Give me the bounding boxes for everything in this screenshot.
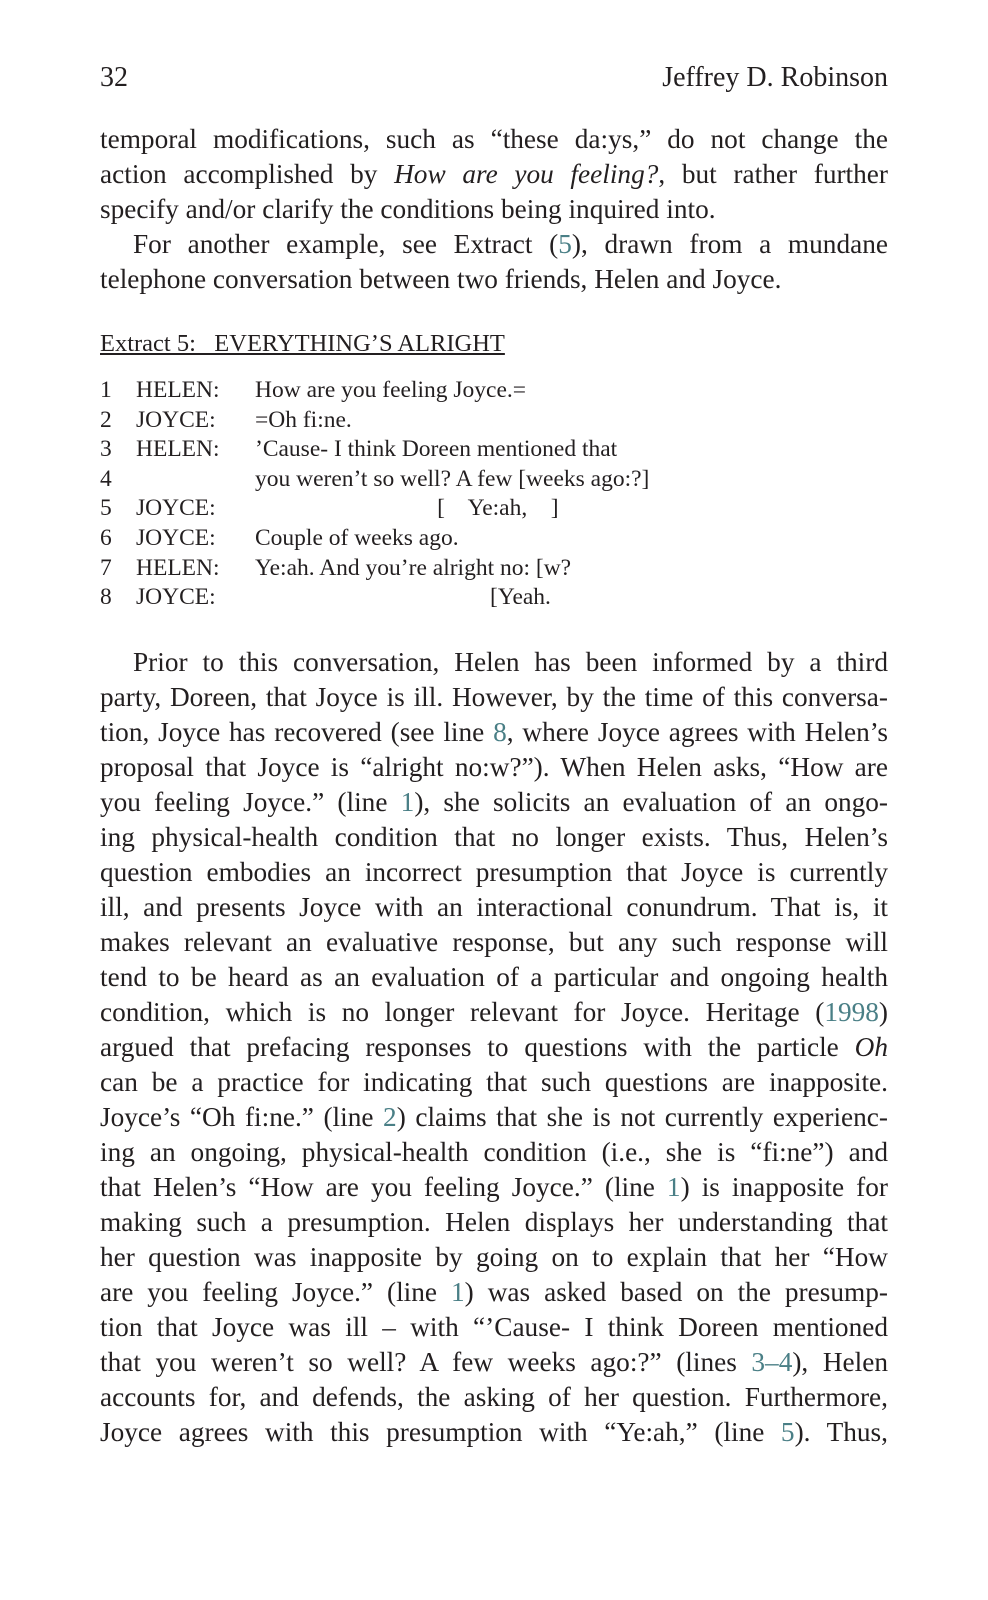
line-link[interactable]: 2 <box>383 1102 397 1132</box>
speaker: JOYCE: <box>136 524 216 551</box>
text-line: party, Doreen, that Joyce is ill. However, by the time of this conversa- <box>100 682 888 712</box>
text-line: temporal modifications, such as “these da:ys,” do not change the <box>100 124 888 154</box>
page-header <box>100 62 888 102</box>
text-line: tion, Joyce has recovered (see line 8, where Joyce agrees with Helen’s <box>100 717 888 747</box>
utterance: [Yeah. <box>255 584 551 611</box>
text-line: makes relevant an evaluative response, but any such response will <box>100 927 888 957</box>
line-number: 4 <box>100 465 112 492</box>
utterance: ’Cause- I think Doreen mentioned that <box>255 436 618 463</box>
text-line: tend to be heard as an evaluation of a particular and ongoing health <box>100 962 888 992</box>
line-link[interactable]: 8 <box>493 717 507 747</box>
line-link[interactable]: 1 <box>400 787 415 817</box>
text-line: can be a practice for indicating that such questions are inapposite. <box>100 1067 888 1097</box>
text-line: Joyce agrees with this presumption with “Ye:ah,” (line 5). Thus, <box>100 1417 888 1447</box>
utterance: [ Ye:ah, ] <box>255 495 559 522</box>
citation-link[interactable]: 1998 <box>824 997 879 1027</box>
italic-phrase: How are you feeling? <box>394 159 659 189</box>
utterance: How are you feeling Joyce.= <box>255 377 527 403</box>
text-line: ing an ongoing, physical-health condition (i.e., she is “fi:ne”) and <box>100 1137 888 1167</box>
line-link[interactable]: 1 <box>666 1172 681 1202</box>
text-line: Prior to this conversation, Helen has been informed by a third <box>133 647 888 677</box>
text-line: that Helen’s “How are you feeling Joyce.” (line 1) is inapposite for <box>100 1172 888 1202</box>
text-line: condition, which is no longer relevant for Joyce. Heritage (1998) <box>100 997 888 1027</box>
italic-word: Oh <box>854 1032 888 1062</box>
utterance: Ye:ah. And you’re alright no: [w? <box>255 554 572 581</box>
speaker: JOYCE: <box>136 495 216 522</box>
line-number: 3 <box>100 436 112 463</box>
line-link[interactable]: 1 <box>450 1277 465 1307</box>
utterance: you weren’t so well? A few [weeks ago:?] <box>255 465 650 492</box>
text-line: are you feeling Joyce.” (line 1) was asked based on the presump- <box>100 1277 888 1307</box>
line-number: 1 <box>100 377 112 403</box>
text-line: accounts for, and defends, the asking of her question. Furthermore, <box>100 1382 888 1412</box>
paragraph-3 <box>100 645 888 1450</box>
text-line: telephone conversation between two friends, Helen and Joyce. <box>100 264 782 294</box>
text-line: tion that Joyce was ill – with “’Cause- I think Doreen mentioned <box>100 1312 888 1342</box>
line-number: 2 <box>100 406 112 433</box>
page-number: 32 <box>100 62 128 93</box>
running-head: Jeffrey D. Robinson <box>662 62 888 93</box>
paragraph-2 <box>100 227 888 297</box>
line-number: 6 <box>100 524 112 551</box>
text-line: ing physical-health condition that no longer exists. Thus, Helen’s <box>100 822 888 852</box>
text-line: Joyce’s “Oh fi:ne.” (line 2) claims that she is not currently experienc- <box>100 1102 888 1132</box>
text-line: question embodies an incorrect presumption that Joyce is currently <box>100 857 888 887</box>
text-line: proposal that Joyce is “alright no:w?”). When Helen asks, “How are <box>100 752 888 782</box>
text-line: you feeling Joyce.” (line 1), she solicits an evaluation of an ongo- <box>100 787 888 817</box>
line-link[interactable]: 5 <box>780 1417 795 1447</box>
text-line: For another example, see Extract (5), drawn from a mundane <box>133 229 888 259</box>
text-line: action accomplished by How are you feeling?, but rather further <box>100 159 888 189</box>
text-line: making such a presumption. Helen displays her understanding that <box>100 1207 888 1237</box>
extract-link[interactable]: 5 <box>558 229 572 259</box>
line-number: 7 <box>100 554 112 581</box>
speaker: HELEN: <box>136 436 220 463</box>
text-line: specify and/or clarify the conditions being inquired into. <box>100 194 716 224</box>
line-link[interactable]: 3–4 <box>751 1347 793 1377</box>
text-line: her question was inapposite by going on to explain that her “How <box>100 1242 888 1272</box>
text-line: that you weren’t so well? A few weeks ago:?” (lines 3–4), Helen <box>100 1347 888 1377</box>
text-line: ill, and presents Joyce with an interactional conundrum. That is, it <box>100 892 888 922</box>
utterance: Couple of weeks ago. <box>255 524 459 551</box>
utterance: =Oh fi:ne. <box>255 406 352 433</box>
speaker: HELEN: <box>136 377 220 403</box>
line-number: 5 <box>100 495 112 522</box>
line-number: 8 <box>100 584 112 611</box>
extract-title: Extract 5: EVERYTHING’S ALRIGHT <box>100 330 505 357</box>
text-line: argued that prefacing responses to questions with the particle Oh <box>100 1032 888 1062</box>
speaker: JOYCE: <box>136 584 216 611</box>
speaker: HELEN: <box>136 554 220 581</box>
paragraph-1 <box>100 122 888 227</box>
speaker: JOYCE: <box>136 406 216 433</box>
